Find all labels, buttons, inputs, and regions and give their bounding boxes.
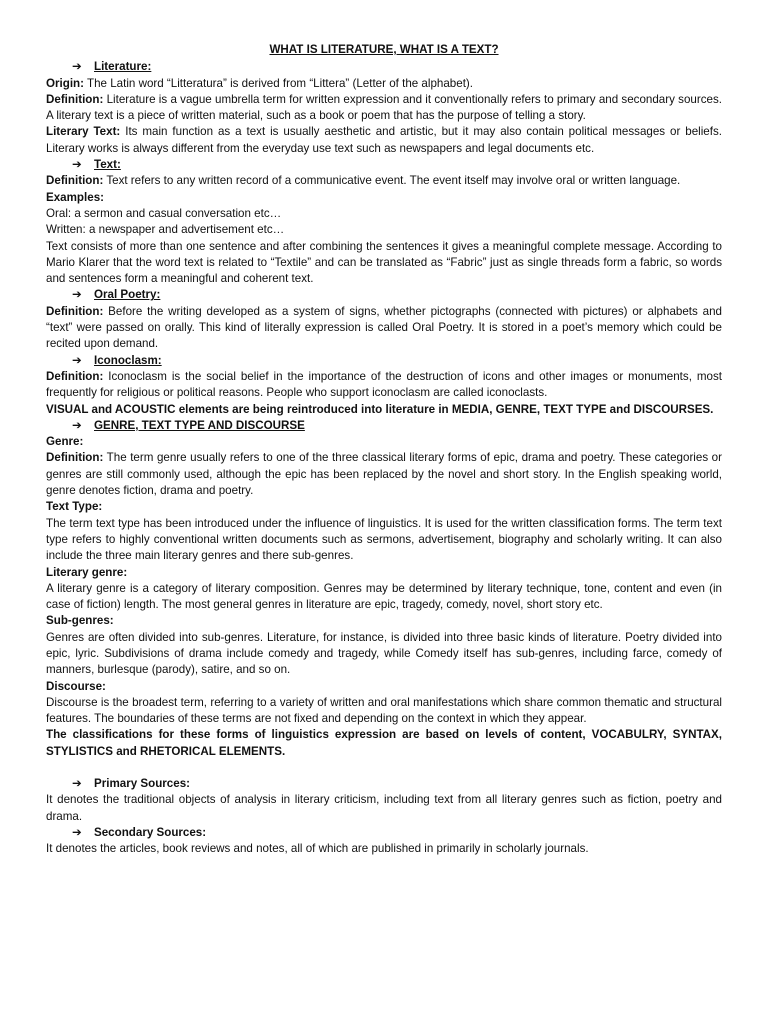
text-definition: Definition: Text refers to any written record of a communicative event. The event itself may involve oral or written language. — [46, 174, 681, 188]
section-heading-text: ➔ Text: — [46, 157, 722, 173]
sub-genres-label: Sub-genres: — [46, 614, 114, 628]
text-type-label: Text Type: — [46, 500, 103, 514]
literary-genre-paragraph: A literary genre is a category of literary composition. Genres may be determined by literary technique, tone, content and even (in case of fiction) length. The most general genres in literature are epic, tragedy, comedy, novel, short story etc. — [46, 581, 722, 612]
section-heading-secondary-sources: ➔ Secondary Sources: — [46, 825, 722, 841]
discourse-paragraph: Discourse is the broadest term, referring to a variety of written and oral manifestations which share common thematic and structural features. The boundaries of these terms are not fixed and depending on the context in which they appear. — [46, 695, 722, 726]
section-heading-oral-poetry: ➔ Oral Poetry: — [46, 287, 722, 303]
arrow-right-icon: ➔ — [72, 288, 82, 302]
secondary-sources-text: It denotes the articles, book reviews and notes, all of which are published in primarily in scholarly journals. — [46, 842, 589, 856]
literary-text-paragraph: Literary Text: Its main function as a text is usually aesthetic and artistic, but it may also contain political messages or beliefs. Literary works is always different from the everyday use text such as newspapers and legal documents etc. — [46, 125, 722, 155]
sub-genres-paragraph: Genres are often divided into sub-genres. Literature, for instance, is divided into three basic kinds of literature. Poetry divided into epic, lyric. Subdivisions of drama include comedy and tragedy, while Comedy itself has sub-genres, including farce, comedy of manners, burlesque (parody), satire, and so on. — [46, 630, 722, 677]
arrow-right-icon: ➔ — [72, 418, 82, 432]
literature-definition: Definition: Literature is a vague umbrella term for written expression and it conventionally refers to primary and secondary sources. A literary text is a piece of written material, such as a book or poem that has the purpose of telling a story. — [46, 92, 722, 123]
visual-acoustic-note: VISUAL and ACOUSTIC elements are being reintroduced into literature in MEDIA, GENRE, TEXT TYPE and DISCOURSES. — [46, 402, 714, 416]
genre-label: Genre: — [46, 435, 84, 449]
discourse-label: Discourse: — [46, 679, 106, 693]
text-paragraph: Text consists of more than one sentence and after combining the sentences it gives a meaningful complete message. According to Mario Klarer that the word text is related to “Textile” and can be translated as “Fabric” just as single threads form a fabric, so words and sentences form a meaningful and coherent text. — [46, 239, 722, 286]
arrow-right-icon: ➔ — [72, 158, 82, 172]
literary-genre-label: Literary genre: — [46, 565, 128, 579]
spacer — [46, 760, 722, 776]
arrow-right-icon: ➔ — [72, 353, 82, 367]
literature-origin: Origin: The Latin word “Litteratura” is derived from “Littera” (Letter of the alphabet). — [46, 76, 474, 90]
arrow-right-icon: ➔ — [72, 60, 82, 74]
section-heading-genre: ➔ GENRE, TEXT TYPE AND DISCOURSE — [46, 418, 722, 434]
iconoclasm-definition: Definition: Iconoclasm is the social belief in the importance of the destruction of icons and other images or monuments, most frequently for religious or political reasons. People who support iconoclasm are called iconoclasts. — [46, 369, 722, 400]
text-type-paragraph: The term text type has been introduced under the influence of linguistics. It is used for the written classification forms. The term text type refers to highly conventional written documents such as sermons, advertisement, biography and scholarly writing. It can also include the three main literary genres and there sub-genres. — [46, 516, 722, 563]
genre-definition: Definition: The term genre usually refers to one of the three classical literary forms of epic, drama and poetry. These categories or genres are still commonly used, although the epic has been replaced by the novel and short story. In the English speaking world, genre denotes fiction, drama and poetry. — [46, 451, 722, 498]
arrow-right-icon: ➔ — [72, 825, 82, 839]
example-written: Written: a newspaper and advertisement etc… — [46, 223, 285, 237]
classifications-note: The classifications for these forms of linguistics expression are based on levels of content, VOCABULRY, SYNTAX, STYLISTICS and RHETORICAL ELEMENTS. — [46, 728, 722, 758]
example-oral: Oral: a sermon and casual conversation etc… — [46, 206, 282, 220]
section-heading-iconoclasm: ➔ Iconoclasm: — [46, 353, 722, 369]
section-heading-primary-sources: ➔ Primary Sources: — [46, 776, 722, 792]
arrow-right-icon: ➔ — [72, 777, 82, 791]
page-title: WHAT IS LITERATURE, WHAT IS A TEXT? — [269, 43, 499, 56]
oral-poetry-definition: Definition: Before the writing developed as a system of signs, whether pictographs (connected with pictures) or alphabets and “text” were passed on orally. This kind of literally expression is called Oral Poetry. It is stored in a poet’s memory which could be recited upon demand. — [46, 304, 722, 351]
document-page — [46, 42, 722, 858]
primary-sources-text: It denotes the traditional objects of analysis in literary criticism, including text from all literary genres such as fiction, poetry and drama. — [46, 793, 722, 823]
section-heading-literature: ➔ Literature: — [46, 59, 722, 75]
examples-label: Examples: — [46, 190, 104, 204]
